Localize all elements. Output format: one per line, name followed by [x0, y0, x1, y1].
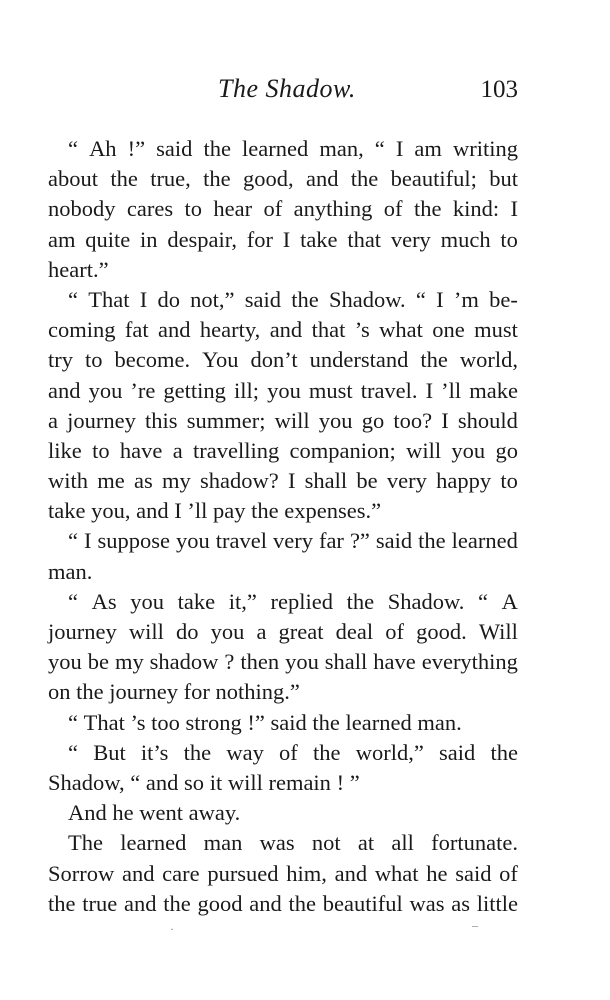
text-line: Shadow, “ and so it will remain ! ”	[48, 769, 360, 795]
page-number: 103	[480, 76, 518, 103]
text-line: and you ’re getting ill; you must travel. I ’ll make	[48, 377, 518, 403]
text-line: man.	[48, 558, 93, 584]
text-line: The learned man was not at all fortunate.	[68, 830, 518, 856]
text-line: take you, and I ’ll pay the expenses.”	[48, 498, 382, 524]
text-line: a journey this summer; will you go too? I should	[48, 407, 518, 433]
text-line: with me as my shadow? I shall be very happy to	[48, 468, 518, 494]
running-head	[48, 74, 518, 114]
text-line: the true and the good and the beautiful was as little	[48, 890, 518, 916]
text-line: am quite in despair, for I take that very much to	[48, 226, 518, 252]
text-line: And he went away.	[68, 800, 241, 826]
text-line: like to have a travelling companion; will you go	[48, 437, 518, 463]
text-line: journey will do you a great deal of good. Will	[48, 619, 518, 644]
text-line: “ That I do not,” said the Shadow. “ I ’m be-	[68, 286, 518, 312]
text-line: nobody cares to hear of anything of the kind: I	[48, 196, 518, 222]
print-speck: –	[472, 918, 478, 932]
text-line: on the journey for nothing.”	[48, 679, 300, 705]
text-line: “ But it’s the way of the world,” said the	[68, 739, 518, 765]
text-line: “ I suppose you travel very far ?” said the learned	[68, 528, 518, 554]
text-line: Sorrow and care pursued him, and what he said of	[48, 860, 518, 886]
print-speck: ·	[170, 922, 174, 936]
running-title: The Shadow.	[218, 74, 356, 103]
text-line: you be my shadow ? then you shall have everything	[48, 649, 518, 675]
text-line: “ That ’s too strong !” said the learned man.	[68, 709, 462, 735]
text-line: coming fat and hearty, and that ’s what one must	[48, 317, 518, 343]
body-text	[48, 134, 518, 919]
text-line: heart.”	[48, 256, 109, 282]
text-line: try to become. You don’t understand the world,	[48, 347, 518, 373]
text-line: “ As you take it,” replied the Shadow. “ A	[68, 588, 518, 614]
text-line: about the true, the good, and the beautiful; but	[48, 166, 518, 192]
text-line: “ Ah !” said the learned man, “ I am writing	[68, 136, 518, 161]
